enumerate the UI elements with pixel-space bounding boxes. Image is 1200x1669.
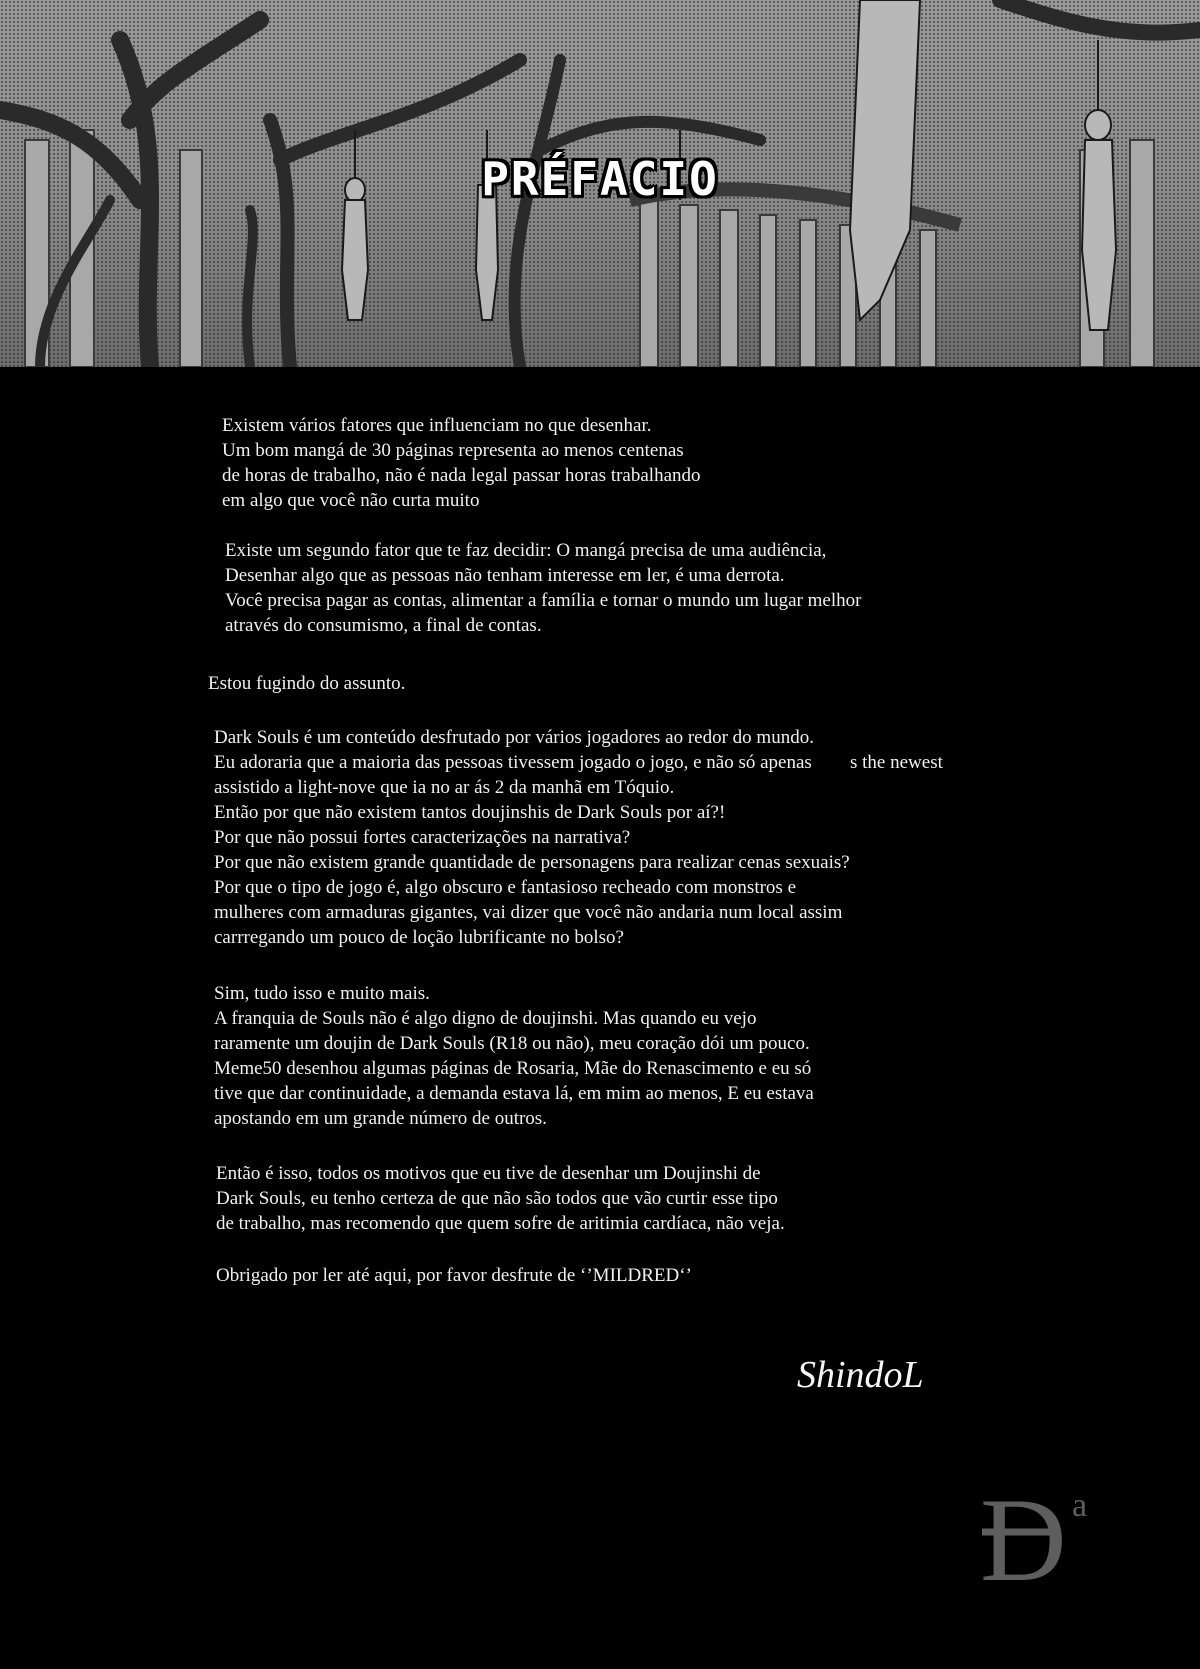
author-signature: ShindoL [797, 1354, 924, 1396]
paragraph-line: A franquia de Souls não é algo digno de doujinshi. Mas quando eu vejo [214, 1008, 757, 1029]
paragraph-line: Então por que não existem tantos doujinshis de Dark Souls por aí?! [214, 802, 726, 823]
paragraph-line: tive que dar continuidade, a demanda estava lá, em mim ao menos, E eu estava [214, 1083, 814, 1104]
paragraph-line: de trabalho, mas recomendo que quem sofre de aritimia cardíaca, não veja. [216, 1213, 785, 1234]
paragraph-line: Por que não possui fortes caracterizações na narrativa? [214, 827, 631, 848]
paragraph-6 [216, 1161, 785, 1236]
paragraph-line: Eu adoraria que a maioria das pessoas tivessem jogado o jogo, e não só apenas [214, 752, 812, 773]
paragraph-line: Sim, tudo isso e muito mais. [214, 983, 430, 1004]
paragraph-line: Desenhar algo que as pessoas não tenham interesse em ler, é uma derrota. [225, 565, 785, 586]
paragraph-line: Existem vários fatores que influenciam no que desenhar. [222, 415, 652, 436]
logo-letter-d: D [980, 1480, 1067, 1590]
scanlator-logo [980, 1480, 1110, 1590]
paragraph-line: apostando em um grande número de outros. [214, 1108, 547, 1129]
paragraph-line: Estou fugindo do assunto. [208, 673, 406, 694]
overlapping-stray-text: s the newest [850, 752, 943, 773]
paragraph-line: Por que não existem grande quantidade de personagens para realizar cenas sexuais? [214, 852, 850, 873]
paragraph-line: carrregando um pouco de loção lubrificante no bolso? [214, 927, 624, 948]
logo-letter-a: a [1072, 1487, 1088, 1524]
paragraph-line: em algo que você não curta muito [222, 490, 480, 511]
paragraph-line: Você precisa pagar as contas, alimentar a família e tornar o mundo um lugar melhor [225, 590, 862, 611]
paragraph-7 [216, 1263, 692, 1288]
paragraph-line: raramente um doujin de Dark Souls (R18 ou não), meu coração dói um pouco. [214, 1033, 810, 1054]
paragraph-line: de horas de trabalho, não é nada legal passar horas trabalhando [222, 465, 701, 486]
paragraph-line: Então é isso, todos os motivos que eu tive de desenhar um Doujinshi de [216, 1163, 761, 1184]
paragraph-line: através do consumismo, a final de contas. [225, 615, 542, 636]
paragraph-line: mulheres com armaduras gigantes, vai dizer que você não andaria num local assim [214, 902, 843, 923]
paragraph-line: Dark Souls é um conteúdo desfrutado por vários jogadores ao redor do mundo. [214, 727, 814, 748]
paragraph-line: Obrigado por ler até aqui, por favor desfrute de ‘’MILDRED‘’ [216, 1265, 692, 1286]
paragraph-5 [214, 981, 814, 1131]
header-illustration [0, 0, 1200, 367]
page-title: PRÉFACIO [481, 152, 719, 206]
paragraph-line: Por que o tipo de jogo é, algo obscuro e fantasioso recheado com monstros e [214, 877, 796, 898]
paragraph-line: Meme50 desenhou algumas páginas de Rosaria, Mãe do Renascimento e eu só [214, 1058, 812, 1079]
paragraph-line: Dark Souls, eu tenho certeza de que não são todos que vão curtir esse tipo [216, 1188, 778, 1209]
paragraph-line: Existe um segundo fator que te faz decidir: O mangá precisa de uma audiência, [225, 540, 827, 561]
paragraph-2 [225, 538, 861, 638]
paragraph-line: assistido a light-nove que ia no ar ás 2 da manhã em Tóquio. [214, 777, 675, 798]
paragraph-3 [208, 671, 405, 696]
paragraph-line: Um bom mangá de 30 páginas representa ao menos centenas [222, 440, 684, 461]
paragraph-1 [222, 413, 701, 513]
paragraph-4 [214, 725, 850, 950]
